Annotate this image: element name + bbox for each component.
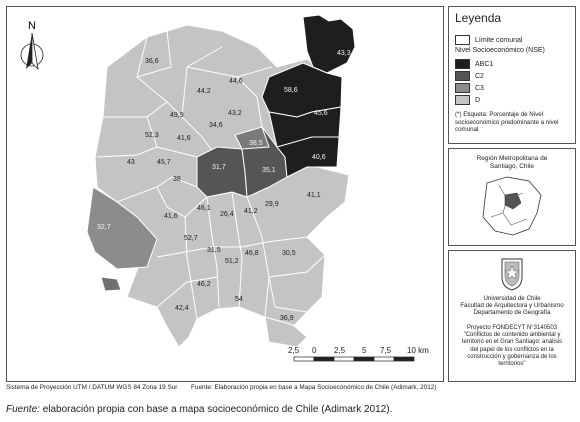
institution-name	[449, 295, 575, 317]
legend-item-label: C2	[475, 72, 484, 80]
commune-label: 52,3	[145, 132, 159, 139]
legend-boundary-label: Límite comunal	[475, 36, 523, 44]
caption-prefix: Fuente:	[6, 404, 40, 415]
commune-label: 40,6	[312, 154, 326, 161]
c2-swatch	[455, 71, 470, 81]
project-line: construcción y gobernanza de los	[467, 353, 557, 360]
commune-label: 44,2	[197, 88, 211, 95]
commune-c2-santiago	[197, 147, 247, 197]
institution-line: Facultad de Arquitectura y Urbanismo	[460, 302, 564, 310]
commune-label: 31,7	[212, 164, 226, 171]
commune-label: 38,5	[249, 140, 263, 147]
project-line: "Conflictos de contenido ambiental y	[463, 332, 561, 339]
legend-nse-header-text: Nivel Socioeconómico (NSE)	[455, 47, 545, 54]
region-inset-title	[449, 155, 575, 171]
boundary-swatch	[455, 35, 470, 45]
commune-label: 38	[173, 176, 181, 183]
d-swatch	[455, 95, 470, 105]
project-line: del papel de los conflictos en la	[470, 346, 554, 353]
commune-label: 46,1	[197, 205, 211, 212]
legend-item-label: ABC1	[475, 60, 494, 68]
commune-label: 41,6	[164, 213, 178, 220]
scale-label: 7,5	[380, 346, 392, 355]
project-line: territorios"	[498, 361, 526, 368]
north-label: N	[28, 20, 36, 32]
legend-title: Leyenda	[455, 11, 502, 25]
project-description	[451, 325, 573, 368]
commune-label: 43	[127, 159, 135, 166]
legend-item-label: D	[475, 96, 481, 104]
scale-label: 2,5	[288, 346, 300, 355]
region-inset-map	[477, 173, 547, 239]
commune-label: 41,1	[307, 192, 321, 199]
commune-label: 46,2	[197, 281, 211, 288]
commune-label: 35,1	[262, 167, 276, 174]
abc1-swatch	[455, 59, 470, 69]
commune-label: 45,6	[314, 110, 328, 117]
commune-label: 29,9	[265, 201, 279, 208]
commune-label: 26,4	[220, 211, 234, 218]
region-title-line: Región Metropolitana de	[476, 155, 548, 162]
commune-label: 36,9	[280, 315, 294, 322]
commune-label: 54	[235, 296, 243, 303]
commune-label: 41,6	[177, 135, 191, 142]
commune-label: 34,6	[209, 122, 223, 129]
legend-boundary-row	[455, 35, 522, 45]
commune-label: 41,2	[244, 208, 258, 215]
scale-label: 0	[312, 346, 317, 355]
commune-label: 49,9	[170, 112, 184, 119]
commune-label: 43,2	[228, 110, 242, 117]
scale-label: 10 km	[407, 346, 429, 355]
commune-label: 44,6	[229, 78, 243, 85]
project-line: Proyecto FONDECYT N°3140503	[467, 325, 557, 331]
commune-label: 52,7	[184, 235, 198, 242]
university-seal-icon	[500, 257, 524, 291]
commune-map	[7, 7, 443, 381]
projection-note: Sistema de Proyección UTM / DATUM WGS 84 Zona 19 Sur	[6, 384, 178, 391]
commune-label: 58,6	[284, 87, 298, 94]
scale-label: 2,5	[334, 346, 346, 355]
institution-panel	[448, 250, 576, 382]
region-inset-panel	[448, 148, 576, 246]
commune-label: 43,3	[337, 50, 351, 57]
legend-item	[455, 59, 493, 69]
legend-item-label: C3	[475, 84, 484, 92]
scale-bar	[288, 346, 429, 361]
institution-line: Departamento de Geografía	[473, 309, 551, 317]
figure-caption	[6, 404, 392, 415]
legend-nse-header	[455, 47, 545, 54]
north-arrow	[21, 20, 43, 69]
commune-label: 32,7	[97, 224, 111, 231]
legend-item	[455, 83, 484, 93]
commune-label: 45,7	[157, 159, 171, 166]
commune-label: 31,5	[207, 247, 221, 254]
caption-text: elaboración propia con base a mapa socioeconómico de Chile (Adimark 2012).	[39, 404, 393, 415]
legend-note: (*) Etiqueta: Porcentaje de Nivel socioeconómico predominante a nivel comunal	[455, 111, 559, 133]
legend-item	[455, 71, 484, 81]
commune-label: 46,8	[245, 250, 259, 257]
map-source-note: Fuente: Elaboración propia en base a Mapa Socioeconómico de Chile (Adimark, 2012)	[191, 384, 437, 391]
commune-label: 42,4	[175, 305, 189, 312]
institution-line: Universidad de Chile	[483, 295, 541, 302]
commune-label: 36,6	[145, 58, 159, 65]
commune-label: 51,2	[225, 258, 239, 265]
legend-item	[455, 95, 480, 105]
project-line: territorio en el Gran Santiago: análisis	[461, 339, 563, 346]
map-panel	[6, 6, 444, 382]
commune-label: 30,5	[282, 250, 296, 257]
legend-panel	[448, 6, 576, 144]
scale-label: 5	[362, 346, 367, 355]
region-title-line: Santiago, Chile	[489, 163, 535, 170]
c3-swatch	[455, 83, 470, 93]
commune-c3-small	[101, 277, 121, 291]
